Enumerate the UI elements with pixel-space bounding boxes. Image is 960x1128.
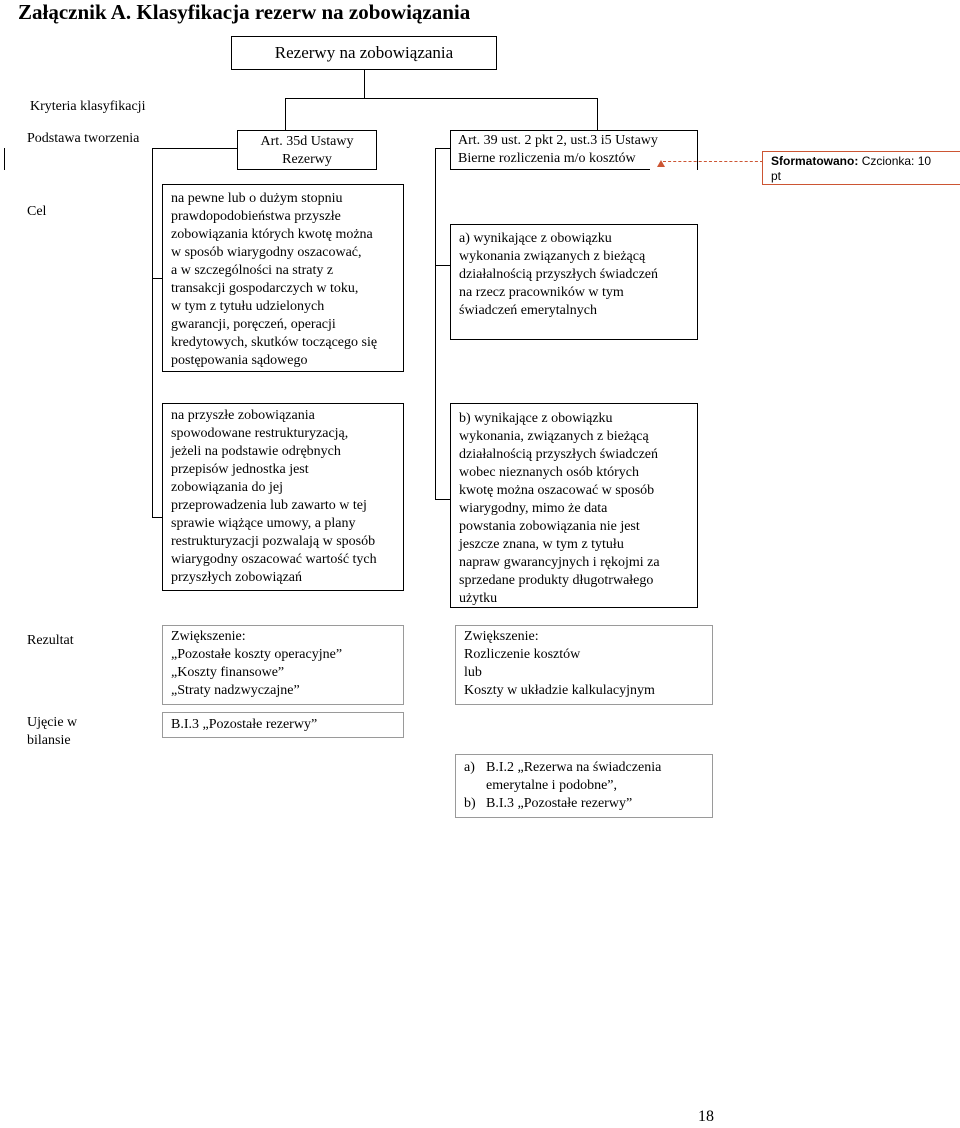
right-spine — [435, 148, 436, 500]
right-spine-tick-top — [435, 148, 450, 149]
comment-connector — [663, 161, 763, 163]
change-bar — [4, 148, 5, 170]
left-goal-a-line: postępowania sądowego — [171, 353, 308, 368]
label-basis: Podstawa tworzenia — [27, 131, 140, 146]
right-balance-box — [455, 754, 713, 818]
left-goal-b-line: jeżeli na podstawie odrębnych — [171, 444, 341, 459]
left-result-line: „Straty nadzwyczajne” — [171, 683, 300, 698]
left-goal-b-line: na przyszłe zobowiązania — [171, 408, 315, 423]
right-goal-a-line: na rzecz pracowników w tym — [459, 285, 624, 300]
balance-item-a — [464, 759, 712, 795]
right-goal-b-line: napraw gwarancyjnych i rękojmi za — [459, 555, 660, 570]
left-spine-tick-b — [152, 517, 162, 518]
left-goal-b-line: sprawie wiążące umowy, a plany — [171, 516, 356, 531]
right-spine-tick-b — [435, 499, 450, 500]
comment-heading: Sformatowano: — [771, 154, 859, 168]
balance-item-a-text — [486, 759, 661, 795]
label-balance-2: bilansie — [27, 733, 71, 748]
right-basis-line-2: Bierne rozliczenia m/o kosztów — [458, 151, 636, 166]
balance-item-a-line: B.I.2 „Rezerwa na świadczenia — [486, 760, 662, 775]
right-result-line: Rozliczenie kosztów — [464, 647, 581, 662]
right-goal-b-line: wykonania, związanych z bieżącą — [459, 429, 649, 444]
right-goal-a-box — [450, 224, 698, 340]
left-result-line: „Pozostałe koszty operacyjne” — [171, 647, 343, 662]
right-goal-b-line: użytku — [459, 591, 498, 606]
right-goal-b-line: jeszcze znana, w tym z tytułu — [459, 537, 624, 552]
label-balance-1: Ujęcie w — [27, 715, 78, 730]
left-result-box — [162, 625, 404, 705]
left-spine — [152, 148, 153, 518]
left-spine-tick-top — [152, 148, 237, 149]
left-basis-line-2: Rezerwy — [282, 152, 332, 167]
root-box — [231, 36, 497, 70]
right-basis-box-left-border — [450, 130, 451, 170]
root-label: Rezerwy na zobowiązania — [274, 43, 454, 62]
right-basis-line-1: Art. 39 ust. 2 pkt 2, ust.3 i5 Ustawy — [458, 133, 658, 148]
left-goal-a-line: kredytowych, skutków toczącego się — [171, 335, 378, 350]
left-goal-a-line: w tym z tytułu udzielonych — [171, 299, 325, 314]
left-goal-b-line: przeprowadzenia lub zawarto w tej — [171, 498, 367, 513]
left-goal-a-line: prawdopodobieństwa przyszłe — [171, 209, 341, 224]
right-basis-box-right-border — [697, 130, 698, 170]
right-goal-b-line: powstania zobowiązania nie jest — [459, 519, 640, 534]
right-goal-a-line: wykonania związanych z bieżącą — [459, 249, 646, 264]
balance-item-b-marker: b) — [464, 796, 476, 811]
left-goal-b-line: zobowiązania do jej — [171, 480, 283, 495]
balance-item-a-marker: a) — [464, 760, 475, 775]
comment-text-2: pt — [771, 169, 782, 183]
right-goal-b-line: wiarygodny, mimo że data — [459, 501, 608, 516]
right-goal-b-line: sprzedane produkty długotrwałego — [459, 573, 654, 588]
label-goal: Cel — [27, 204, 47, 219]
left-goal-b-line: przepisów jednostka jest — [171, 462, 309, 477]
left-goal-a-line: na pewne lub o dużym stopniu — [171, 191, 343, 206]
left-goal-a-box — [162, 184, 404, 372]
connector-horizontal — [285, 98, 598, 99]
left-basis-box — [237, 130, 377, 170]
left-goal-b-line: restrukturyzacji pozwalają w sposób — [171, 534, 376, 549]
left-balance-text: B.I.3 „Pozostałe rezerwy” — [171, 717, 318, 732]
right-goal-b-line: działalnością przyszłych świadczeń — [459, 447, 659, 462]
left-goal-b-line: wiarygodny oszacować wartość tych — [171, 552, 377, 567]
page-title: Załącznik A. Klasyfikacja rezerw na zobowiązania — [18, 0, 471, 24]
left-goal-a-line: zobowiązania których kwotę można — [171, 227, 373, 242]
right-result-line: Zwiększenie: — [464, 629, 539, 644]
page-number: 18 — [698, 1108, 714, 1125]
balance-item-a-line: emerytalne i podobne”, — [486, 778, 618, 793]
left-goal-a-line: transakcji gospodarczych w toku, — [171, 281, 359, 296]
right-goal-a-line: świadczeń emerytalnych — [459, 303, 597, 318]
right-goal-b-line: wobec nieznanych osób których — [459, 465, 639, 480]
left-goal-a-line: gwarancji, poręczeń, operacji — [171, 317, 336, 332]
label-result: Rezultat — [27, 633, 74, 648]
comment-balloon[interactable] — [762, 151, 960, 185]
balance-item-b-line: B.I.3 „Pozostałe rezerwy” — [486, 796, 633, 811]
criteria-label: Kryteria klasyfikacji — [30, 99, 146, 114]
right-goal-a-line: działalnością przyszłych świadczeń — [459, 267, 659, 282]
right-result-box — [455, 625, 713, 705]
left-spine-tick-a — [152, 278, 162, 279]
left-goal-a-line: a w szczególności na straty z — [171, 263, 334, 278]
right-basis-box-bottom-border — [450, 169, 650, 170]
right-basis-box-top-border — [450, 130, 698, 131]
left-basis-line-1: Art. 35d Ustawy — [260, 134, 354, 149]
right-result-line: lub — [464, 665, 482, 680]
right-spine-tick-a — [435, 265, 450, 266]
left-goal-a-line: w sposób wiarygodny oszacować, — [171, 245, 362, 260]
right-goal-b-box — [450, 403, 698, 608]
connector-left-down — [285, 98, 286, 130]
comment-anchor-icon — [657, 160, 665, 167]
left-goal-b-line: przyszłych zobowiązań — [171, 570, 302, 585]
connector-root-down — [364, 70, 365, 98]
connector-right-down — [597, 98, 598, 130]
left-balance-box — [162, 712, 404, 738]
left-goal-b-line: spowodowane restrukturyzacją, — [171, 426, 349, 441]
comment-text: Czcionka: 10 — [861, 154, 932, 168]
right-goal-b-line: kwotę można oszacować w sposób — [459, 483, 655, 498]
right-goal-b-line: b) wynikające z obowiązku — [459, 411, 613, 426]
left-result-line: „Koszty finansowe” — [171, 665, 285, 680]
left-result-line: Zwiększenie: — [171, 629, 246, 644]
left-goal-b-box — [162, 403, 404, 591]
right-goal-a-line: a) wynikające z obowiązku — [459, 231, 612, 246]
balance-item-b — [464, 795, 712, 813]
right-result-line: Koszty w układzie kalkulacyjnym — [464, 683, 655, 698]
